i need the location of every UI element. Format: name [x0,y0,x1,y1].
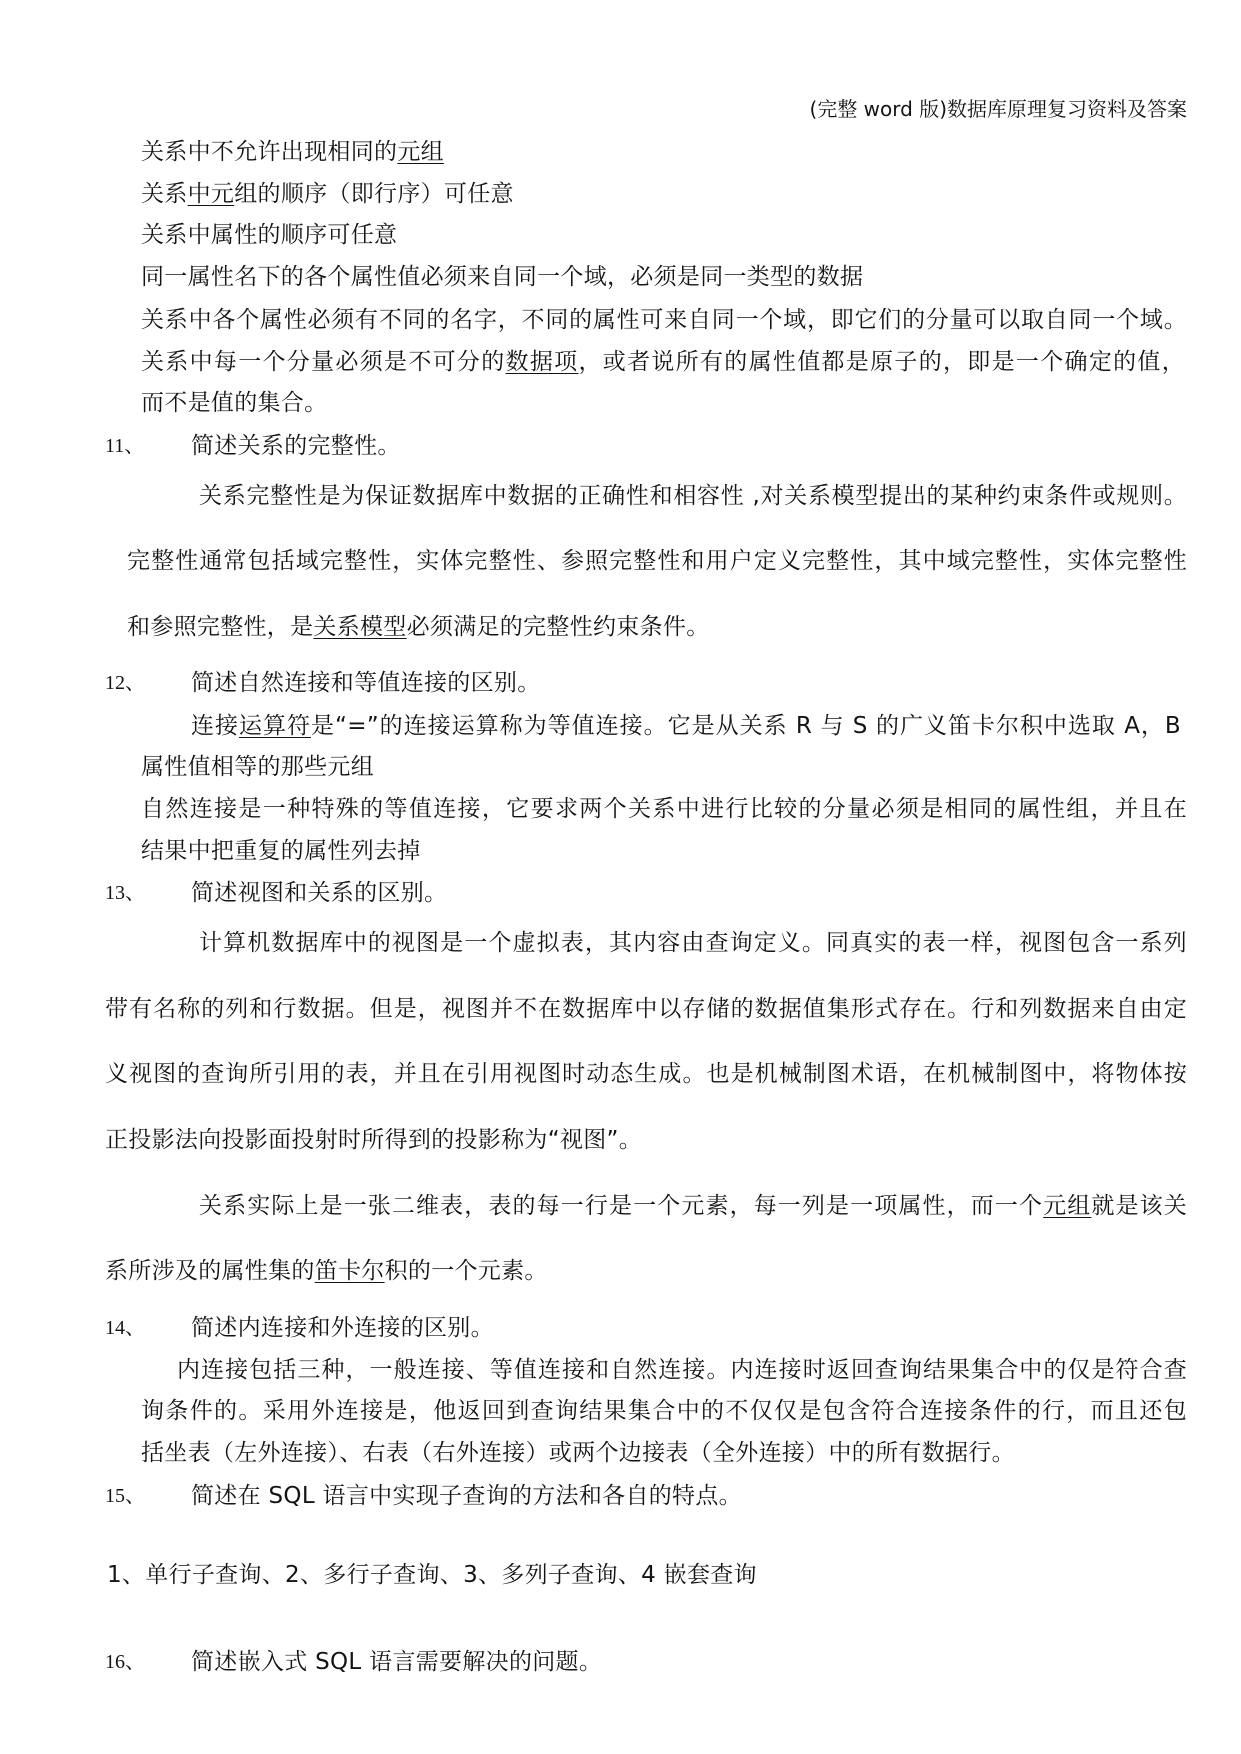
question-title: 简述视图和关系的区别。 [191,880,448,906]
underlined-term: 元组 [1043,1193,1092,1219]
answer-line: 计算机数据库中的视图是一个虚拟表，其内容由查询定义。同真实的表一样，视图包含一系列 [199,930,1187,956]
line-text: 关系中每一个分量必须是不可分的 [141,349,506,375]
answer-line [127,612,710,642]
answer-line [105,1256,548,1286]
question-number: 15、 [105,1485,145,1507]
property-line: 同一属性名下的各个属性值必须来自同一个域，必须是同一类型的数据 [141,264,864,290]
underlined-term: 笛卡尔 [314,1258,385,1284]
question-title: 简述内连接和外连接的区别。 [191,1315,494,1341]
question-number: 14、 [105,1317,145,1339]
line-text: ，或者说所有的属性值都是原子的，即是一个确定的值， [578,349,1185,375]
question-number: 11、 [105,435,145,457]
underlined-term: 数据项 [505,349,579,375]
line-text: 连接 [191,713,239,739]
question-title: 简述嵌入式 SQL 语言需要解决的问题。 [191,1649,603,1675]
answer-line: 1、单行子查询、2、多行子查询、3、多列子查询、4 嵌套查询 [107,1562,757,1588]
question-number: 13、 [105,882,145,904]
answer-line: 括坐表（左外连接）、右表（右外连接）或两个边接表（全外连接）中的所有数据行。 [141,1440,1015,1466]
underlined-term: 运算符 [239,713,311,739]
answer-line [199,1191,1187,1221]
answer-line: 询条件的。采用外连接是，他返回到查询结果集合中的不仅仅是包含符合连接条件的行，而且还包 [141,1398,1187,1424]
property-line [141,179,514,209]
answer-line: 带有名称的列和行数据。但是，视图并不在数据库中以存储的数据值集形式存在。行和列数据来自由定 [105,996,1187,1022]
underlined-term: 中元 [187,181,235,207]
answer-line [191,711,1181,741]
line-text: 积的一个元素。 [384,1258,548,1284]
property-line: 而不是值的集合。 [141,390,328,416]
line-text: 组的顺序（即行序）可任意 [234,181,514,207]
line-text: 关系实际上是一张二维表，表的每一行是一个元素，每一列是一项属性，而一个 [199,1193,1044,1219]
line-text: 和参照完整性，是 [127,614,314,640]
answer-line: 义视图的查询所引用的表，并且在引用视图时动态生成。也是机械制图术语，在机械制图中，将物体按 [105,1061,1187,1087]
property-line [141,137,444,167]
answer-line: 自然连接是一种特殊的等值连接，它要求两个关系中进行比较的分量必须是相同的属性组，并且在 [141,796,1187,822]
line-text: 关系 [141,181,188,207]
question-title: 简述在 SQL 语言中实现子查询的方法和各自的特点。 [191,1483,742,1509]
underlined-term: 元组 [397,139,444,165]
line-text: 系所涉及的属性集的 [105,1258,315,1284]
question-title: 简述自然连接和等值连接的区别。 [191,670,541,696]
question-title: 简述关系的完整性。 [191,433,401,459]
property-line [141,347,1185,377]
line-text: 就是该关 [1091,1193,1187,1219]
underlined-term: 关系模型 [313,614,407,640]
page-header: (完整 word 版)数据库原理复习资料及答案 [809,97,1187,121]
line-text: 必须满足的完整性约束条件。 [406,614,710,640]
answer-line: 属性值相等的那些元组 [141,754,374,780]
answer-line: 结果中把重复的属性列去掉 [141,838,421,864]
answer-line: 完整性通常包括域完整性，实体完整性、参照完整性和用户定义完整性，其中域完整性，实体完整性 [127,548,1187,574]
answer-line: 内连接包括三种，一般连接、等值连接和自然连接。内连接时返回查询结果集合中的仅是符合查 [177,1357,1187,1383]
property-line: 关系中属性的顺序可任意 [141,222,398,248]
line-text: 关系中不允许出现相同的 [141,139,398,165]
answer-line: 正投影法向投影面投射时所得到的投影称为“视图”。 [105,1127,643,1153]
line-text: 是“=”的连接运算称为等值连接。它是从关系 R 与 S 的广义笛卡尔积中选取 A，B [310,713,1181,739]
answer-line: 关系完整性是为保证数据库中数据的正确性和相容性 ,对关系模型提出的某种约束条件或规则。 [199,483,1187,509]
question-number: 16、 [105,1651,145,1673]
property-line: 关系中各个属性必须有不同的名字，不同的属性可来自同一个域，即它们的分量可以取自同一个域。 [141,307,1187,333]
question-number: 12、 [105,672,145,694]
